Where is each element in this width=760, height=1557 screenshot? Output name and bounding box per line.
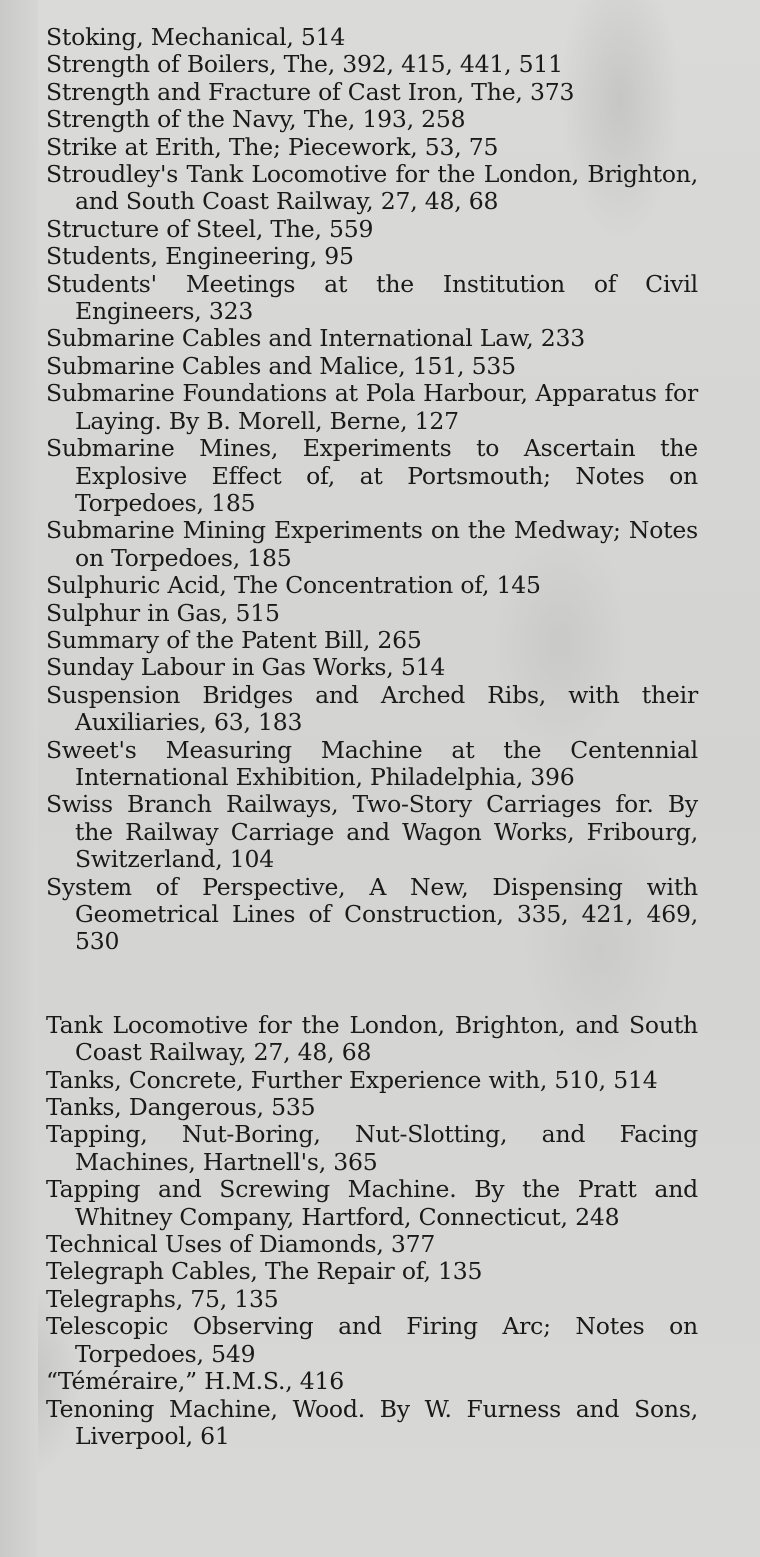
index-entry: Telegraph Cables, The Repair of, 135 (46, 1257, 483, 1286)
index-entry: “Téméraire,” H.M.S., 416 (46, 1367, 345, 1396)
index-entry: Strength of Boilers, The, 392, 415, 441, 511 (46, 50, 563, 79)
index-entry: Tenoning Machine, Wood. By W. Furness and Sons, Liverpool, 61 (46, 1394, 698, 1450)
index-entry: Summary of the Patent Bill, 265 (46, 625, 422, 654)
index-entry: Sulphur in Gas, 515 (46, 598, 280, 627)
index-entry: System of Perspective, A New, Dispensing with Geometrical Lines of Construction, 335, 421, 469, 530 (46, 872, 698, 956)
index-entry: Submarine Cables and Malice, 151, 535 (46, 351, 516, 380)
index-entry: Submarine Cables and International Law, 233 (46, 324, 586, 353)
index-entry: Sweet's Measuring Machine at the Centennial International Exhibition, Philadelphia, 396 (46, 735, 698, 791)
index-entry: Tank Locomotive for the London, Brighton, and South Coast Railway, 27, 48, 68 (46, 1010, 698, 1067)
index-entry: Stoking, Mechanical, 514 (46, 23, 346, 51)
index-entry: Submarine Mining Experiments on the Medway; Notes on Torpedoes, 185 (46, 516, 698, 572)
index-entry: Students' Meetings at the Institution of Civil Engineers, 323 (46, 269, 698, 326)
index-entry: Tapping, Nut-Boring, Nut-Slotting, and Facing Machines, Hartnell's, 365 (46, 1120, 698, 1176)
index-column (46, 24, 698, 1450)
index-entry: Sunday Labour in Gas Works, 514 (46, 653, 446, 682)
index-entry: Suspension Bridges and Arched Ribs, with their Auxiliaries, 63, 183 (46, 680, 698, 737)
index-entry: Telescopic Observing and Firing Arc; Notes on Torpedoes, 549 (46, 1312, 698, 1368)
index-entry: Technical Uses of Diamonds, 377 (46, 1230, 436, 1259)
index-entry: Swiss Branch Railways, Two-Story Carriages for. By the Railway Carriage and Wagon Works, Fribourg, Switzerland, 104 (46, 790, 698, 874)
index-entry: Structure of Steel, The, 559 (46, 214, 374, 243)
index-entry: Submarine Foundations at Pola Harbour, Apparatus for Laying. By B. Morell, Berne, 127 (46, 379, 698, 435)
page-edge (0, 0, 38, 1557)
index-entry: Sulphuric Acid, The Concentration of, 145 (46, 571, 541, 600)
index-entry: Tapping and Screwing Machine. By the Pratt and Whitney Company, Hartford, Connecticut, 248 (46, 1175, 698, 1231)
index-entry: Strike at Erith, The; Piecework, 53, 75 (46, 132, 499, 161)
index-entry: Students, Engineering, 95 (46, 242, 354, 271)
index-entry: Strength of the Navy, The, 193, 258 (46, 105, 466, 134)
index-entry: Tanks, Concrete, Further Experience with, 510, 514 (46, 1065, 658, 1094)
index-entry: Strength and Fracture of Cast Iron, The, 373 (46, 77, 575, 106)
index-entry: Stroudley's Tank Locomotive for the London, Brighton, and South Coast Railway, 27, 48, 68 (46, 160, 698, 216)
section-gap (46, 956, 698, 1012)
index-entry: Submarine Mines, Experiments to Ascertain the Explosive Effect of, at Portsmouth; Notes on Torpedoes, 185 (46, 434, 698, 517)
index-entry: Tanks, Dangerous, 535 (46, 1093, 316, 1122)
index-entry: Telegraphs, 75, 135 (46, 1284, 279, 1313)
